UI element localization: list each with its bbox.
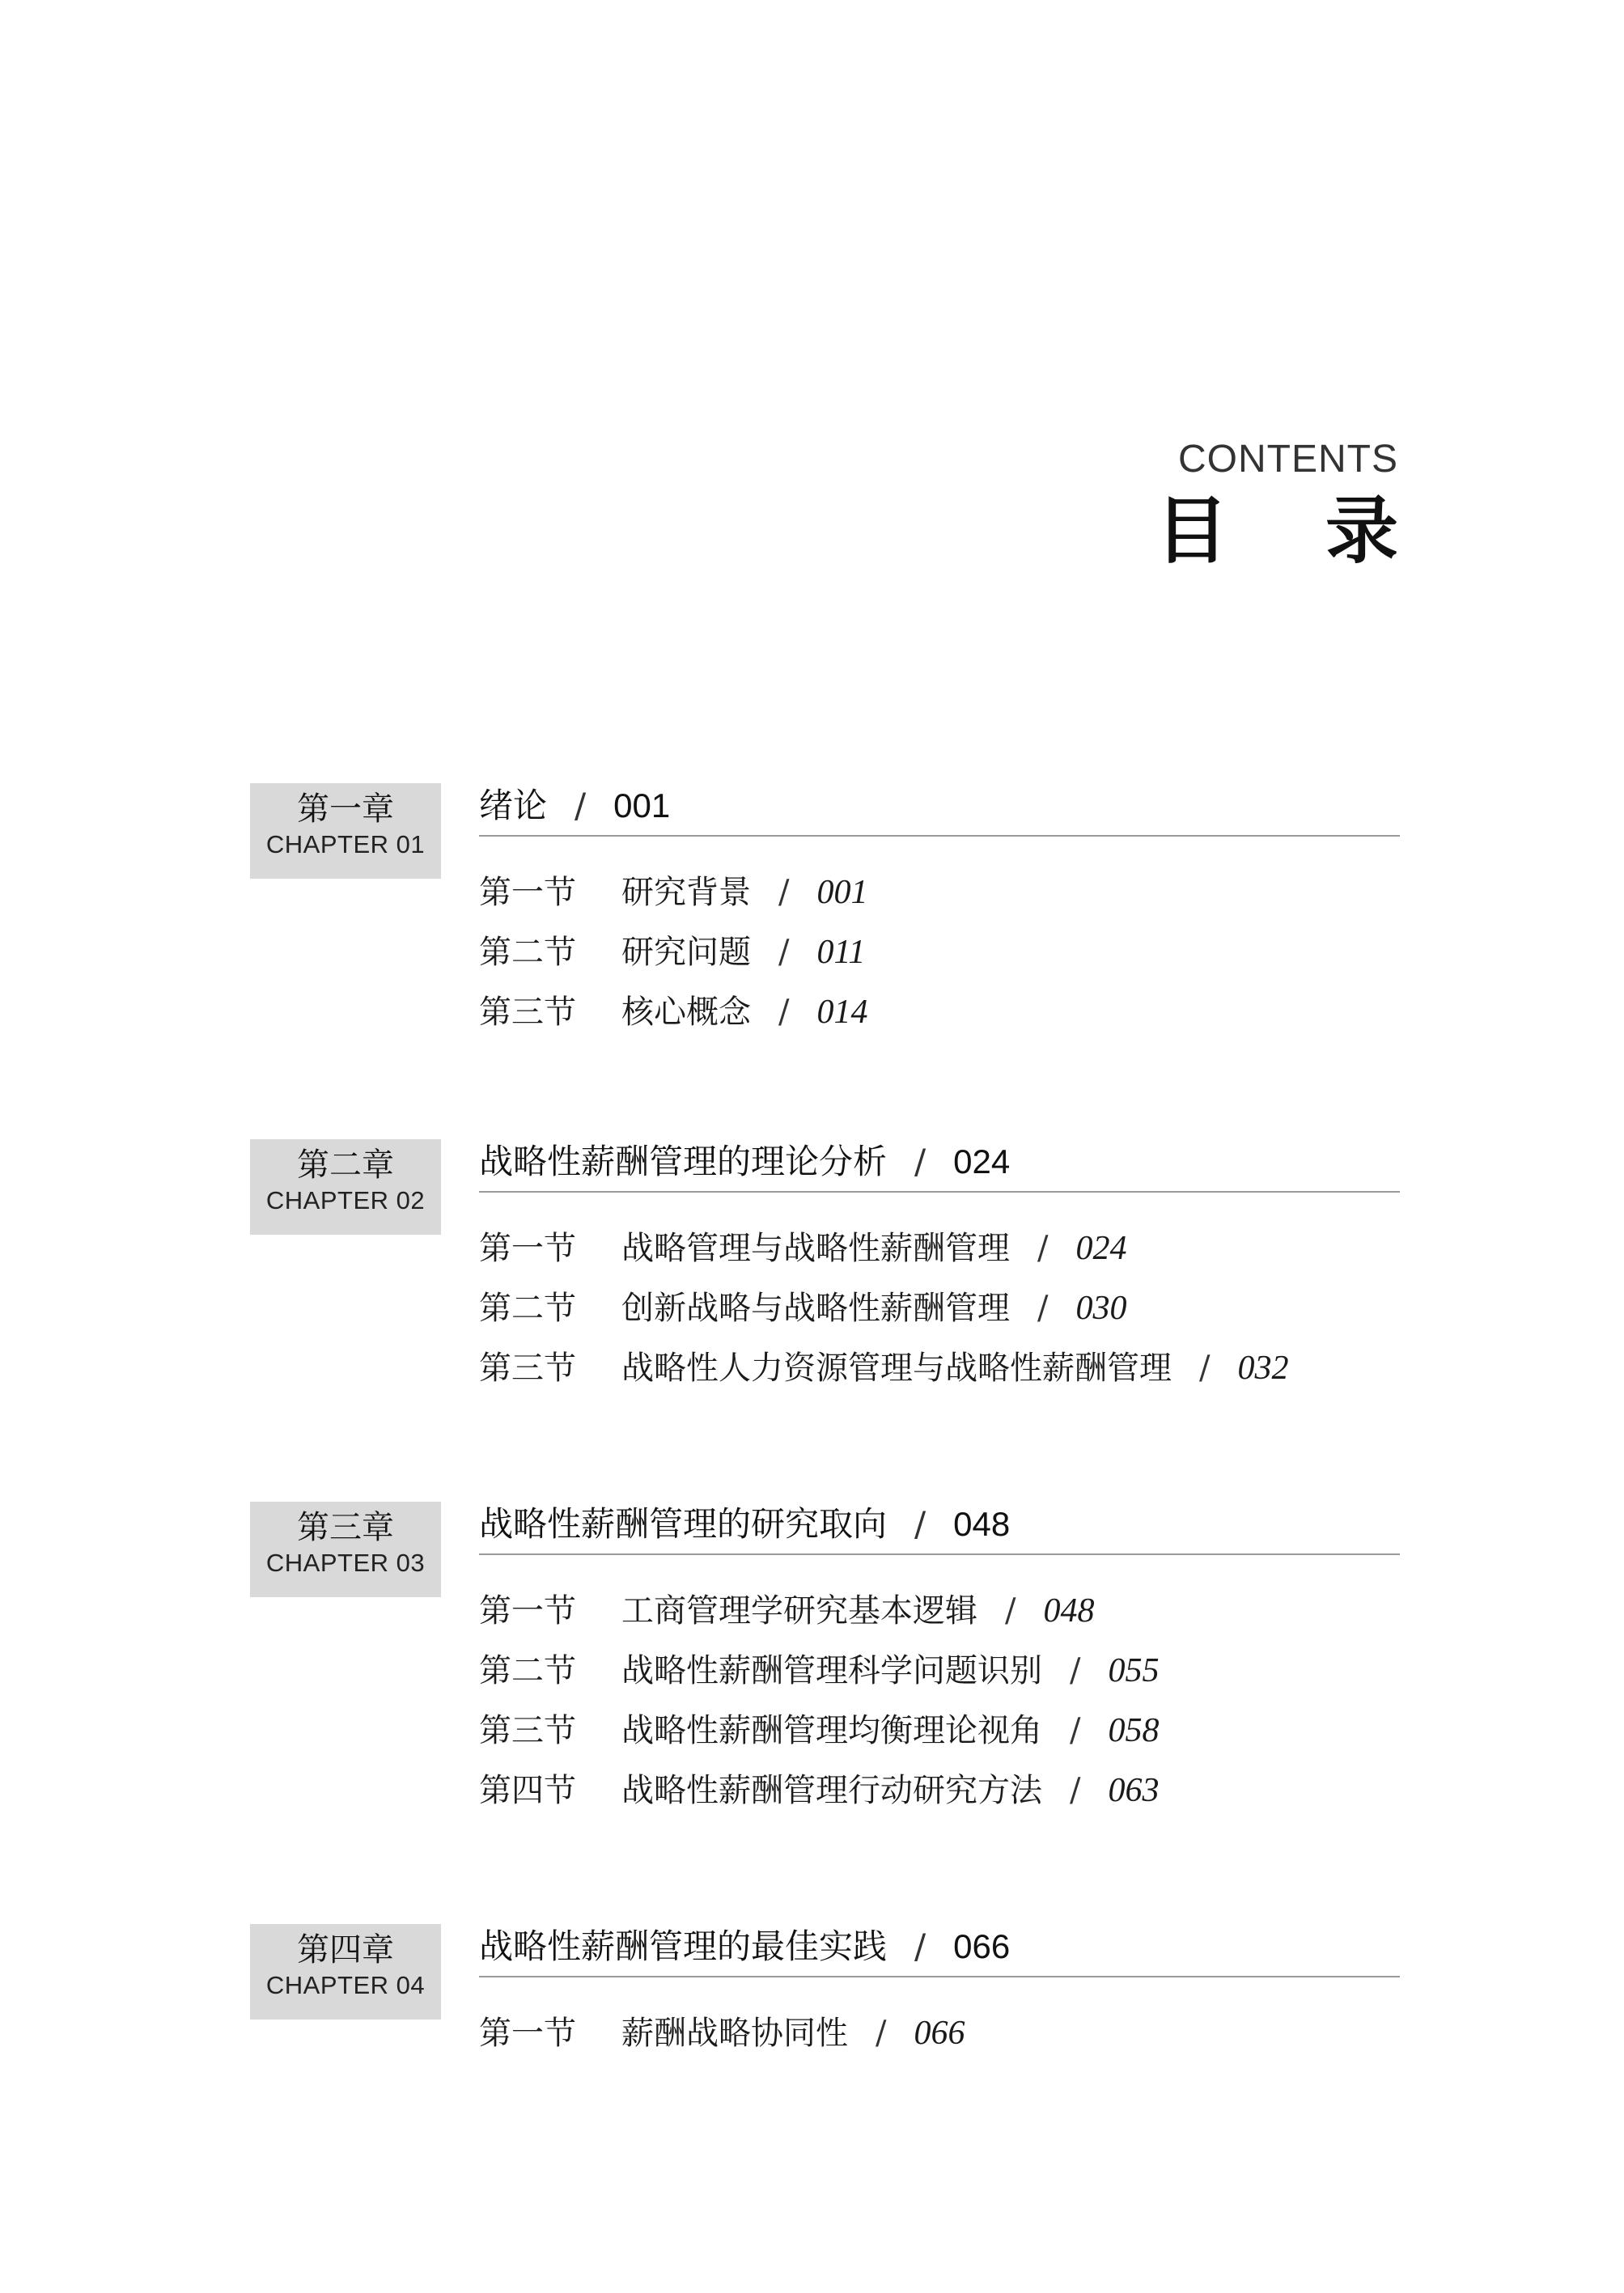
section-page: 058 [1108,1712,1160,1749]
contents-title-cn [994,487,1398,576]
separator: / [914,1504,926,1544]
section-entry[interactable] [479,2003,965,2063]
section-title: 战略性薪酬管理行动研究方法 [621,1772,1042,1809]
separator: / [1070,1652,1081,1689]
chapter-page: 048 [953,1505,1011,1543]
chapter-title: 战略性薪酬管理的最佳实践 [479,1926,888,1966]
chapter-label-en: CHAPTER 04 [265,1971,426,1999]
section-number: 第一节 [479,1592,576,1630]
separator: / [1070,1712,1081,1749]
chapter-page: 066 [953,1927,1011,1965]
section-title: 核心概念 [621,994,751,1031]
separator: / [1037,1290,1049,1327]
chapter-badge [250,783,441,879]
section-list [479,1581,1159,1820]
section-number: 第一节 [479,874,576,911]
contents-title-cn-char-1: 目 [1155,489,1228,574]
section-number: 第三节 [479,1350,576,1387]
chapter-title: 战略性薪酬管理的理论分析 [479,1142,888,1181]
chapter-label-cn: 第三章 [297,1509,394,1546]
section-title: 战略性薪酬管理科学问题识别 [621,1652,1042,1689]
separator: / [876,2015,887,2052]
section-entry[interactable] [479,1581,1159,1641]
separator: / [914,1926,926,1966]
separator: / [575,786,587,825]
chapter-page: 001 [613,786,671,824]
section-number: 第一节 [479,2015,576,2052]
chapter-title-row[interactable] [479,783,1400,837]
section-entry[interactable] [479,982,867,1042]
section-number: 第一节 [479,1230,576,1267]
section-title: 战略管理与战略性薪酬管理 [621,1230,1010,1267]
section-title: 研究问题 [621,934,751,971]
chapter-title: 绪论 [479,786,548,825]
section-page: 024 [1075,1230,1127,1267]
chapter-title-row[interactable] [479,1139,1400,1193]
section-entry[interactable] [479,1761,1159,1820]
section-page: 011 [816,934,866,971]
section-number: 第四节 [479,1772,576,1809]
contents-header [994,435,1398,576]
section-number: 第二节 [479,1652,576,1689]
section-entry[interactable] [479,1701,1159,1761]
section-entry[interactable] [479,922,867,982]
separator: / [778,934,790,971]
section-title: 战略性薪酬管理均衡理论视角 [621,1712,1042,1749]
section-list [479,1219,1288,1398]
chapter-label-cn: 第二章 [297,1146,394,1184]
chapter-title-row[interactable] [479,1924,1400,1977]
section-page: 063 [1108,1772,1160,1809]
section-title: 战略性人力资源管理与战略性薪酬管理 [621,1350,1172,1387]
separator: / [1005,1592,1016,1630]
section-title: 工商管理学研究基本逻辑 [621,1592,977,1630]
section-page: 014 [816,994,868,1031]
section-number: 第二节 [479,1290,576,1327]
section-entry[interactable] [479,1338,1288,1398]
section-entry[interactable] [479,1641,1159,1701]
chapter-label-cn: 第一章 [297,790,394,828]
section-number: 第三节 [479,994,576,1031]
section-number: 第二节 [479,934,576,971]
section-page: 055 [1108,1652,1160,1689]
section-entry[interactable] [479,1219,1288,1278]
chapter-label-cn: 第四章 [297,1931,394,1969]
separator: / [914,1142,926,1181]
section-list [479,2003,965,2063]
chapter-title: 战略性薪酬管理的研究取向 [479,1504,888,1544]
separator: / [778,874,790,911]
contents-title-en: CONTENTS [1178,438,1398,481]
section-list [479,863,867,1042]
chapter-badge [250,1139,441,1235]
section-page: 066 [914,2015,965,2052]
section-title: 研究背景 [621,874,751,911]
separator: / [1037,1230,1049,1267]
contents-title-cn-char-2: 录 [1325,489,1398,574]
section-number: 第三节 [479,1712,576,1749]
section-page: 032 [1237,1350,1289,1387]
section-entry[interactable] [479,1278,1288,1338]
section-entry[interactable] [479,863,867,922]
section-page: 030 [1075,1290,1127,1327]
section-title: 创新战略与战略性薪酬管理 [621,1290,1010,1327]
section-title: 薪酬战略协同性 [621,2015,848,2052]
chapter-label-en: CHAPTER 03 [265,1549,426,1577]
section-page: 048 [1043,1592,1095,1630]
section-page: 001 [816,874,868,911]
chapter-badge [250,1502,441,1597]
separator: / [1199,1350,1211,1387]
chapter-label-en: CHAPTER 01 [265,830,426,858]
separator: / [1070,1772,1081,1809]
chapter-title-row[interactable] [479,1502,1400,1555]
chapter-page: 024 [953,1142,1011,1180]
separator: / [778,994,790,1031]
chapter-label-en: CHAPTER 02 [265,1186,426,1214]
chapter-badge [250,1924,441,2020]
